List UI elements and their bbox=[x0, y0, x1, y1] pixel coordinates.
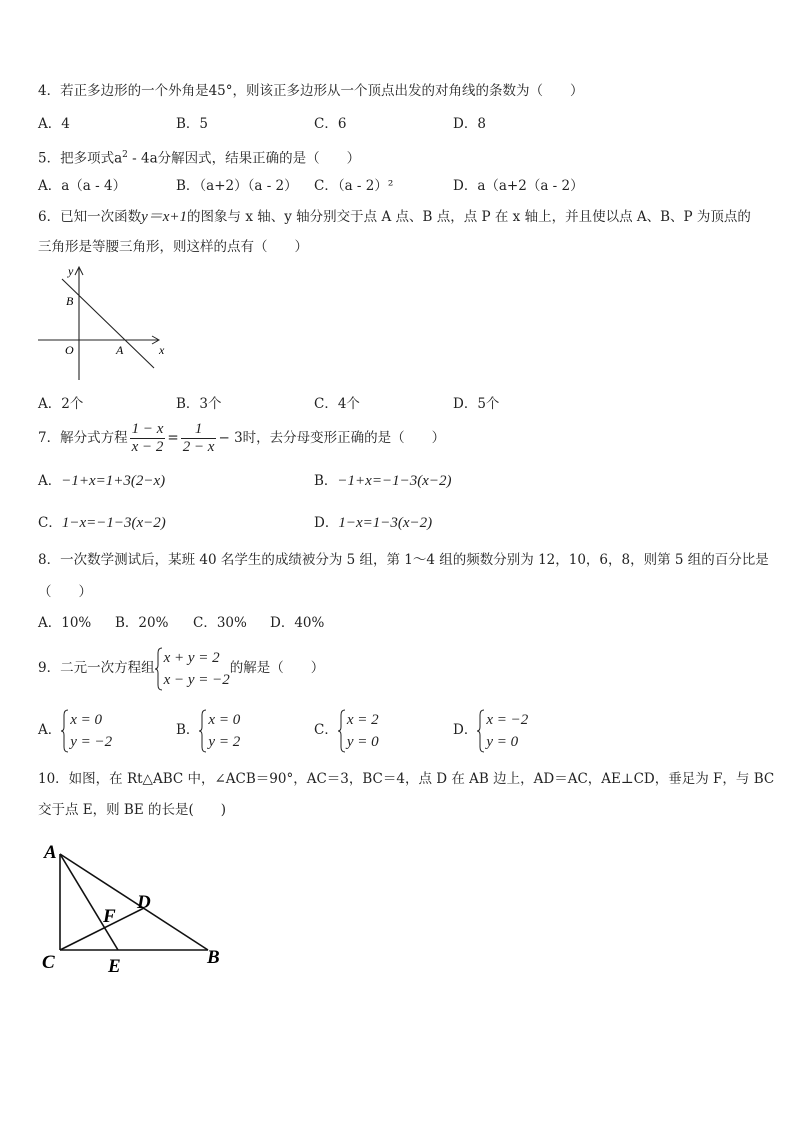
q5-option-c: C．（a - 2）² bbox=[314, 178, 394, 194]
brace-icon bbox=[155, 647, 163, 691]
q6-coordinate-graph bbox=[34, 264, 174, 384]
question-10-stem-line2: 交于点 E，则 BE 的长是( ) bbox=[38, 802, 227, 818]
q7-fraction-1: $\frac{1 - x}{x - 2}$ bbox=[131, 421, 164, 455]
q7-fraction-2: $\frac{1}{2 - x}$ bbox=[182, 421, 215, 455]
q8-option-a: A．10% bbox=[38, 615, 92, 631]
question-6-stem-line1: 6．已知一次函数y＝x+1的图象与 x 轴、y 轴分别交于点 A 点、B 点，点 P 在 x 轴上，并且使以点 A、B、P 为顶点的 bbox=[38, 209, 751, 225]
label-b: B bbox=[207, 947, 220, 968]
label-e: E bbox=[108, 956, 121, 977]
question-10-stem-line1: 10．如图，在 Rt△ABC 中，∠ACB＝90°，AC＝3，BC＝4，点 D 在 AB 边上，AD＝AC，AE⊥CD，垂足为 F，与 BC bbox=[38, 771, 775, 787]
brace-icon bbox=[338, 709, 346, 753]
question-6-stem-line2: 三角形是等腰三角形，则这样的点有（ ） bbox=[38, 239, 308, 255]
segment-cd bbox=[60, 908, 144, 950]
function-line bbox=[62, 279, 154, 368]
label-f: F bbox=[103, 906, 116, 927]
q8-option-c: C．30% bbox=[193, 615, 247, 631]
q7-option-a: A．−1+x=1+3(2−x) bbox=[38, 473, 166, 489]
q4-option-d: D．8 bbox=[453, 116, 486, 132]
label-a: A bbox=[116, 343, 124, 357]
q5-option-a: A．a（a - 4） bbox=[38, 178, 127, 194]
q8-option-b: B．20% bbox=[115, 615, 169, 631]
brace-icon bbox=[199, 709, 207, 753]
question-8-stem-line1: 8．一次数学测试后，某班 40 名学生的成绩被分为 5 组，第 1～4 组的频数分别为 12，10，6，8，则第 5 组的百分比是 bbox=[38, 552, 769, 568]
label-b: B bbox=[66, 294, 74, 308]
q7-option-c: C．1−x=−1−3(x−2) bbox=[38, 515, 166, 531]
q9-option-c: C． x = 2 y = 0 bbox=[314, 706, 379, 754]
q5-option-b: B．（a+2）（a - 2） bbox=[176, 178, 298, 194]
q7-option-b: B．−1+x=−1−3(x−2) bbox=[314, 473, 452, 489]
q9-equation-system: x + y = 2 x − y = −2 bbox=[155, 647, 230, 691]
q9-option-d: D． x = −2 y = 0 bbox=[453, 706, 528, 754]
question-8-stem-line2: （ ） bbox=[38, 584, 92, 600]
q7-option-d: D．1−x=1−3(x−2) bbox=[314, 515, 433, 531]
q5-option-d: D．a（a+2（a - 2） bbox=[453, 178, 584, 194]
q6-option-d: D．5个 bbox=[453, 396, 500, 412]
q4-option-a: A．4 bbox=[38, 116, 70, 132]
q6-option-c: C．4个 bbox=[314, 396, 360, 412]
label-x: x bbox=[159, 343, 165, 357]
question-4-stem: 4．若正多边形的一个外角是45°，则该正多边形从一个顶点出发的对角线的条数为（ ） bbox=[38, 83, 584, 99]
q9-option-a: A． x = 0 y = −2 bbox=[38, 706, 112, 754]
question-7-stem: 7．解分式方程 $\frac{1 - x}{x - 2}$ = $\frac{1}{2 - x}$ − 3时，去分母变形正确的是（ ） bbox=[38, 421, 446, 455]
question-5-stem: 5．把多项式$a^2 - 4a$分解因式，结果正确的是（ ） bbox=[38, 150, 361, 167]
segment-ab bbox=[60, 854, 208, 950]
label-y: y bbox=[68, 264, 74, 278]
label-o: O bbox=[65, 343, 74, 357]
q8-option-d: D．40% bbox=[270, 615, 325, 631]
q4-option-c: C．6 bbox=[314, 116, 347, 132]
q9-option-b: B． x = 0 y = 2 bbox=[176, 706, 240, 754]
question-9-stem: 9．二元一次方程组 x + y = 2 x − y = −2 的解是（ ） bbox=[38, 644, 324, 692]
q10-triangle-figure bbox=[36, 836, 236, 981]
brace-icon bbox=[61, 709, 69, 753]
label-d: D bbox=[137, 892, 151, 913]
label-a: A bbox=[44, 842, 57, 863]
q6-option-a: A．2个 bbox=[38, 396, 84, 412]
label-c: C bbox=[42, 952, 55, 973]
q4-option-b: B．5 bbox=[176, 116, 209, 132]
brace-icon bbox=[477, 709, 485, 753]
q6-option-b: B．3个 bbox=[176, 396, 222, 412]
